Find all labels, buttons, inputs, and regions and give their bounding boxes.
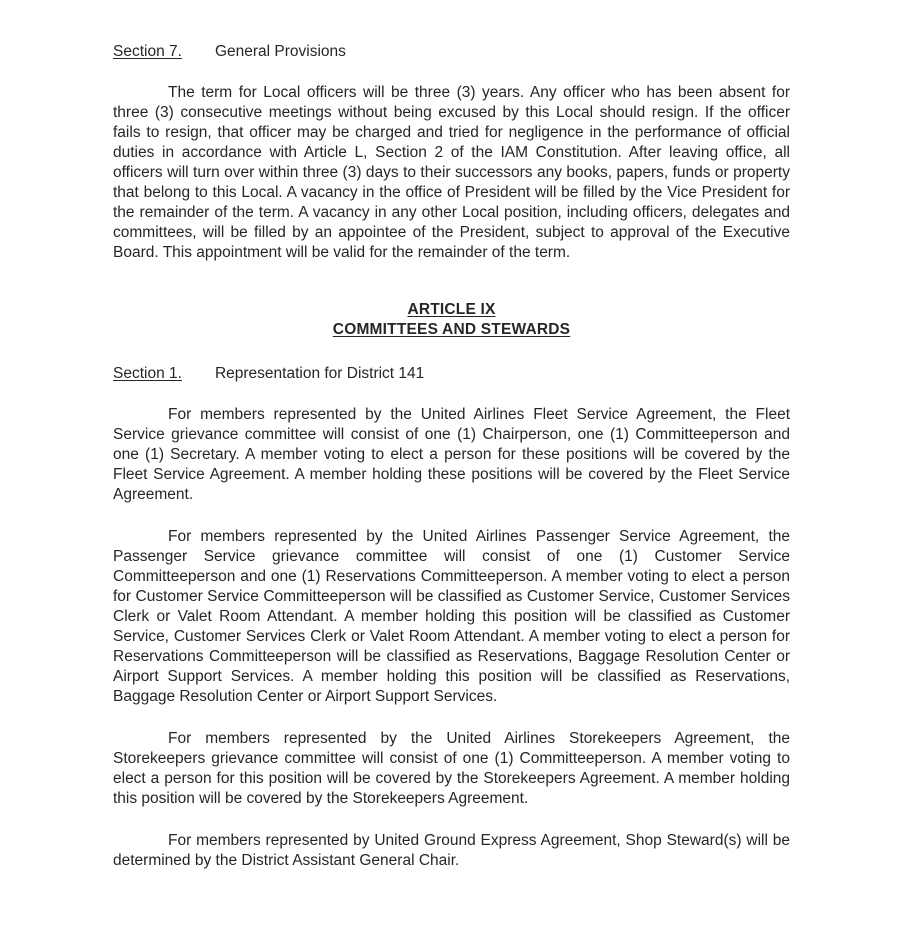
article-9-heading: [113, 300, 790, 340]
storekeepers-paragraph: For members represented by the United Airlines Storekeepers Agreement, the Storekeepers grievance committee will consist of one (1) Committeeperson. A member voting to elect a person for this position will be covered by the Storekeepers Agreement. A member holding this position will be covered by the Storekeepers Agreement.: [113, 730, 790, 807]
passenger-service-paragraph: For members represented by the United Airlines Passenger Service Agreement, the Passenger Service grievance committee will consist of one (1) Customer Service Committeeperson and one (1) Reservations Committeeperson. A member voting to elect a person for Customer Service Committeeperson will be classified as Customer Service, Customer Services Clerk or Valet Room Attendant. A member holding this position will be classified as Customer Service, Customer Services Clerk or Valet Room Attendant. A member voting to elect a person for Reservations Committeeperson will be classified as Reservations, Baggage Resolution Center or Airport Support Services. A member holding this position will be classified as Reservations, Baggage Resolution Center or Airport Support Services.: [113, 528, 790, 705]
article-9-title-line: [113, 320, 790, 340]
section-7-label: Section 7.: [113, 43, 182, 60]
article-9-number-line: [113, 300, 790, 320]
article-9-number: ARTICLE IX: [407, 301, 496, 318]
section-7-title: General Provisions: [214, 43, 346, 60]
section-1-heading: [113, 364, 790, 384]
section-1-label: Section 1.: [113, 365, 182, 382]
section-7-heading: [113, 42, 790, 62]
article-9-title: COMMITTEES AND STEWARDS: [332, 321, 571, 338]
fleet-service-paragraph: For members represented by the United Airlines Fleet Service Agreement, the Fleet Service grievance committee will consist of one (1) Chairperson, one (1) Committeeperson and one (1) Secretary. A member voting to elect a person for these positions will be covered by the Fleet Service Agreement. A member holding these positions will be covered by the Fleet Service Agreement.: [113, 406, 790, 503]
section-1-title: Representation for District 141: [214, 365, 425, 382]
ground-express-paragraph: For members represented by United Ground Express Agreement, Shop Steward(s) will be determined by the District Assistant General Chair.: [113, 832, 790, 869]
section-7-paragraph: The term for Local officers will be three (3) years. Any officer who has been absent for three (3) consecutive meetings without being excused by this Local should resign. If the officer fails to resign, that officer may be charged and tried for negligence in the performance of official duties in accordance with Article L, Section 2 of the IAM Constitution. After leaving office, all officers will turn over within three (3) days to their successors any books, papers, funds or property that belong to this Local. A vacancy in the office of President will be filled by the Vice President for the remainder of the term. A vacancy in any other Local position, including officers, delegates and committees, will be filled by an appointee of the President, subject to approval of the Executive Board. This appointment will be valid for the remainder of the term.: [113, 84, 790, 261]
